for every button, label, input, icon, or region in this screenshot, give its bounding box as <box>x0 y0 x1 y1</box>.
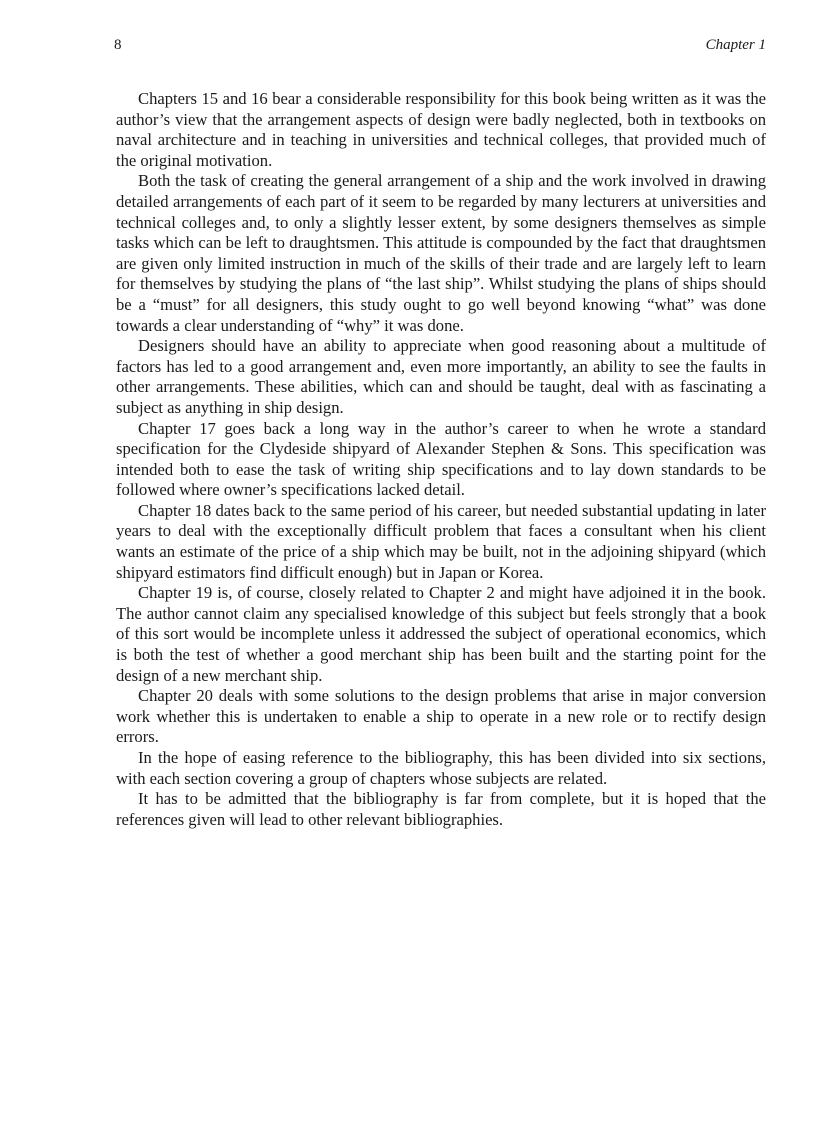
paragraph: It has to be admitted that the bibliography is far from complete, but it is hoped that the references given will lead to other relevant bibliographies. <box>116 789 766 829</box>
page-number: 8 <box>114 37 122 53</box>
chapter-title: Chapter 1 <box>705 37 766 53</box>
paragraph: Chapter 20 deals with some solutions to the design problems that arise in major conversion work whether this is undertaken to enable a ship to operate in a new role or to rectify design errors. <box>116 686 766 747</box>
running-head <box>114 34 766 56</box>
paragraph: Chapter 18 dates back to the same period of his career, but needed substantial updating in later years to deal with the exceptionally difficult problem that faces a consultant when his client wants an estimate of the price of a ship which may be built, not in the adjoining shipyard (which shipyard estimators find difficult enough) but in Japan or Korea. <box>116 500 766 582</box>
body-text <box>116 89 766 830</box>
paragraph: Chapter 17 goes back a long way in the author’s career to when he wrote a standard specification for the Clydeside shipyard of Alexander Stephen & Sons. This specification was intended both to ease the task of writing ship specifications and to lay down standards to be followed where owner’s specifications lacked detail. <box>116 418 766 500</box>
paragraph: Designers should have an ability to appreciate when good reasoning about a multitude of factors has led to a good arrangement and, even more importantly, an ability to see the faults in other arrangements. These abilities, which can and should be taught, deal with as fascinating a subject as anything in ship design. <box>116 336 766 417</box>
paragraph: Both the task of creating the general arrangement of a ship and the work involved in drawing detailed arrangements of each part of it seem to be regarded by many lecturers at universities and technical colleges and, to only a slightly lesser extent, by some designers themselves as simple tasks which can be left to draughtsmen. This attitude is compounded by the fact that draughtsmen are given only limited instruction in much of the skills of their trade and are largely left to learn for themselves by studying the plans of “the last ship”. Whilst studying the plans of ships should be a “must” for all designers, this study ought to go well beyond knowing “what” was done towards a clear understanding of “why” it was done. <box>116 171 766 335</box>
paragraph: Chapter 19 is, of course, closely related to Chapter 2 and might have adjoined it in the book. The author cannot claim any specialised knowledge of this subject but feels strongly that a book of this sort would be incomplete unless it addressed the subject of operational economics, which is both the test of whether a good merchant ship has been built and the starting point for the design of a new merchant ship. <box>116 583 766 685</box>
paragraph: Chapters 15 and 16 bear a considerable responsibility for this book being written as it was the author’s view that the arrangement aspects of design were badly neglected, both in textbooks on naval architecture and in teaching in universities and technical colleges, that provided much of the original motivation. <box>116 89 766 170</box>
paragraph: In the hope of easing reference to the bibliography, this has been divided into six sections, with each section covering a group of chapters whose subjects are related. <box>116 748 766 788</box>
